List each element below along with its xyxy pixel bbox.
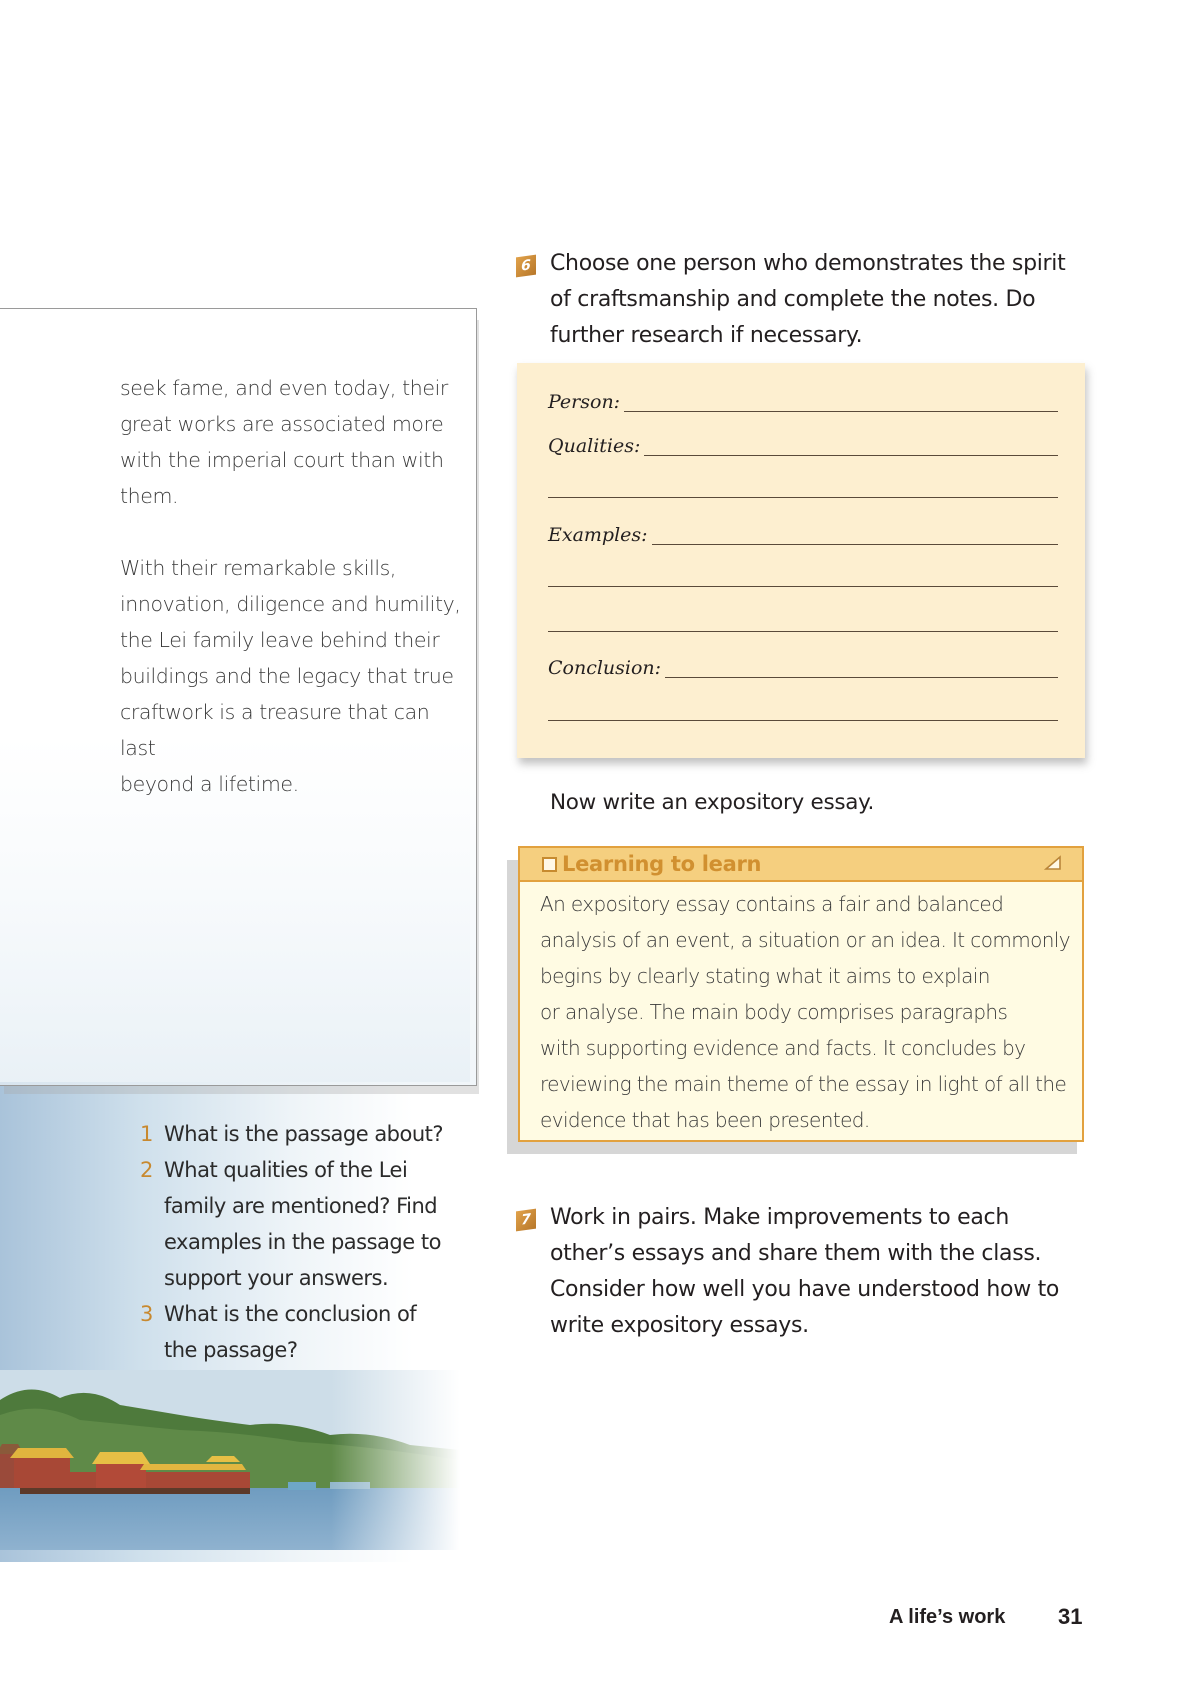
person-row <box>548 383 1058 415</box>
activity-6-instructions: Choose one person who demonstrates the spirit of craftsmanship and complete the notes. Do further research if necessary. <box>550 251 1066 348</box>
qualities-field[interactable] <box>644 455 1058 456</box>
conclusion-field[interactable] <box>665 677 1058 678</box>
checkbox-icon <box>542 857 557 872</box>
examples-label: Examples: <box>548 524 648 546</box>
passage-paragraph: seek fame, and even today, their great works are associated more with the imperial court than with them. <box>120 376 448 508</box>
learning-box-header <box>520 848 1082 882</box>
corner-triangle-icon <box>1044 855 1062 871</box>
notes-card <box>517 363 1085 758</box>
essay-instruction: Now write an expository essay. <box>550 790 875 815</box>
examples-field-line-3[interactable] <box>548 631 1058 632</box>
page-number: 31 <box>1058 1604 1083 1629</box>
question-number: 3 <box>140 1302 153 1326</box>
activity-7-instructions: Work in pairs. Make improvements to each other’s essays and share them with the class. Consider how well you have understood how to write expository essays. <box>550 1205 1060 1338</box>
person-label: Person: <box>548 391 621 413</box>
activity-number-badge: 6 <box>516 255 536 278</box>
question-item <box>140 1116 470 1152</box>
question-item <box>140 1296 470 1368</box>
learning-to-learn-box <box>518 846 1084 1142</box>
question-number: 1 <box>140 1122 153 1146</box>
qualities-field-line-2[interactable] <box>548 497 1058 498</box>
comprehension-questions <box>140 1116 470 1368</box>
examples-row <box>548 516 1058 548</box>
person-field[interactable] <box>624 411 1058 412</box>
question-text: What qualities of the Lei family are mentioned? Find examples in the passage to support your answers. <box>164 1158 441 1290</box>
conclusion-extra-row <box>548 692 1058 724</box>
unit-title: A life’s work <box>889 1606 1006 1628</box>
passage-paragraph: With their remarkable skills, innovation, diligence and humility, the Lei family leave behind their buildings and the legacy that true craftwork is a treasure that can last beyond a lifetime. <box>120 556 461 796</box>
qualities-row <box>548 427 1058 459</box>
question-text: What is the conclusion of the passage? <box>164 1302 417 1362</box>
question-item <box>140 1152 470 1296</box>
question-text: What is the passage about? <box>164 1122 444 1146</box>
examples-extra-row <box>548 603 1058 635</box>
lake-boats-illustration <box>0 1370 460 1550</box>
conclusion-row <box>548 649 1058 681</box>
examples-field[interactable] <box>652 544 1058 545</box>
summer-palace-photo <box>0 1370 460 1550</box>
qualities-label: Qualities: <box>548 435 641 457</box>
activity-number-badge: 7 <box>516 1209 536 1232</box>
conclusion-label: Conclusion: <box>548 657 662 679</box>
learning-box-body: An expository essay contains a fair and balanced analysis of an event, a situation or an idea. It commonly begins by clearly stating what it aims to explain or analyse. The main body comprises paragraphs with supporting evidence and facts. It concludes by reviewing the main theme of the essay in light of all the evidence that has been presented. <box>540 892 1070 1132</box>
question-number: 2 <box>140 1158 153 1182</box>
learning-box-title: Learning to learn <box>562 852 762 876</box>
qualities-extra-row <box>548 469 1058 501</box>
reading-passage <box>120 370 465 838</box>
conclusion-field-line-2[interactable] <box>548 720 1058 721</box>
examples-extra-row <box>548 558 1058 590</box>
examples-field-line-2[interactable] <box>548 586 1058 587</box>
